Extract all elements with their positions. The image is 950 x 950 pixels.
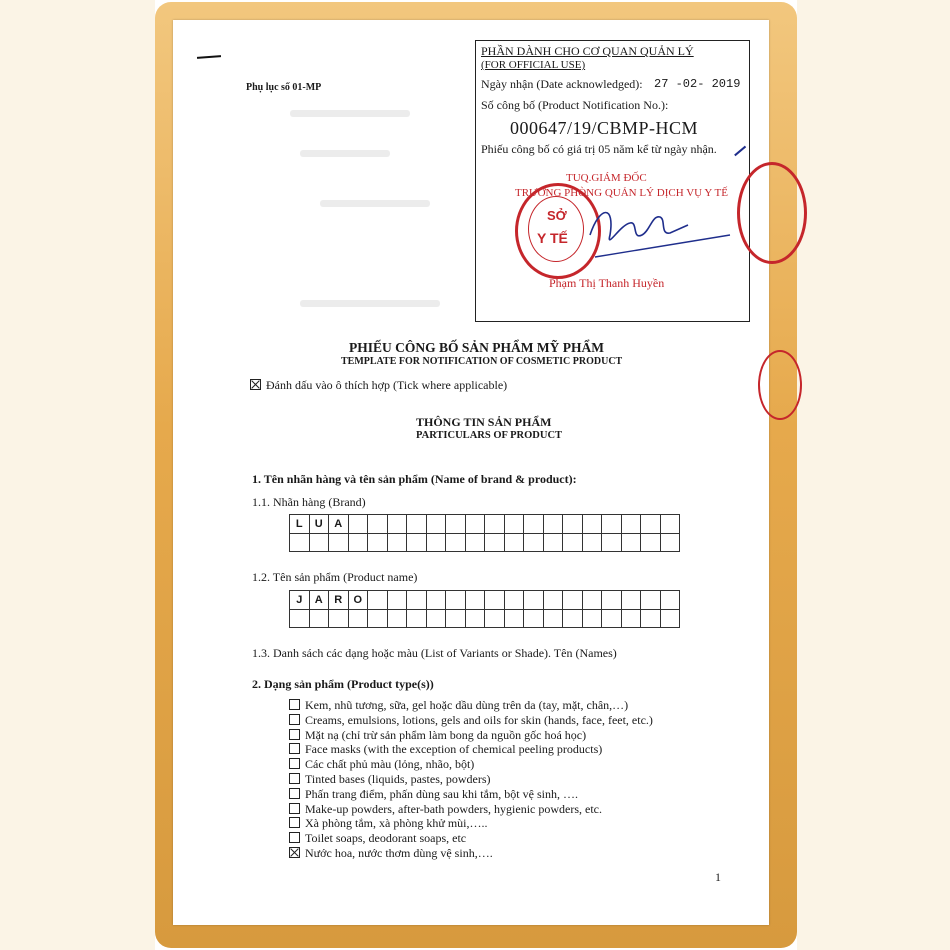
product-letter-cell [368,610,388,629]
brand-letter-cell [602,515,622,534]
product-letter-cell [427,591,447,610]
product-type-label: Tinted bases (liquids, pastes, powders) [305,772,491,786]
validity-note: Phiếu công bố có giá trị 05 năm kể từ ngày nhận. [481,142,717,156]
brand-letter-cell [583,534,603,553]
product-letter-cell [388,610,408,629]
product-type-label: Make-up powders, after-bath powders, hygienic powders, etc. [305,801,602,816]
product-type-label: Face masks (with the exception of chemical peeling products) [305,742,603,757]
product-letter-cell [524,591,544,610]
brand-letter-cell: U [310,515,330,534]
product-letter-cell [407,610,427,629]
product-letter-cell [563,610,583,629]
brand-letter-cell [290,534,310,553]
question-1-2: 1.2. Tên sản phẩm (Product name) [252,570,418,584]
brand-letter-cell [368,515,388,534]
appendix-label: Phụ lục số 01-MP [246,82,322,93]
brand-letter-cell [524,534,544,553]
signer-title-1: TUQ.GIÁM ĐỐC [566,172,647,184]
checkbox-icon [250,379,261,390]
section-title-vn: THÔNG TIN SẢN PHẨM [416,415,552,429]
product-letter-cell [661,591,681,610]
brand-letter-cell [622,515,642,534]
checkbox-icon[interactable] [289,817,300,828]
product-letter-cell [641,591,661,610]
brand-letter-cell [427,515,447,534]
brand-letter-cell [485,534,505,553]
product-letter-cell: R [329,591,349,610]
brand-letter-cell: L [290,515,310,534]
brand-letter-cell [641,515,661,534]
checkbox-icon[interactable] [289,714,300,725]
checkbox-icon[interactable] [289,729,300,740]
form-title-vn: PHIẾU CÔNG BỐ SẢN PHẨM MỸ PHẨM [349,340,604,355]
brand-letter-cell [349,515,369,534]
product-letter-cell [524,610,544,629]
tick-note [250,378,507,393]
signer-name: Phạm Thị Thanh Huyền [549,276,665,290]
tick-note-text: Đánh dấu vào ô thích hợp (Tick where applicable) [266,378,508,392]
brand-grid [289,514,680,552]
right-background [797,0,950,950]
product-type-label: Xà phòng tắm, xà phòng khử mùi,….. [305,816,488,831]
product-type-option [289,713,653,728]
official-title-en: (FOR OFFICIAL USE) [481,59,586,71]
product-type-option [289,816,487,831]
product-type-label: Phấn trang điểm, phấn dùng sau khi tắm, bột vệ sinh, …. [305,786,578,801]
product-letter-cell [407,591,427,610]
brand-letter-cell [388,515,408,534]
form-title-en: TEMPLATE FOR NOTIFICATION OF COSMETIC PRODUCT [341,356,623,367]
brand-letter-cell [544,515,564,534]
product-type-option [289,802,602,817]
product-letter-cell [544,610,564,629]
product-type-option [289,831,466,846]
product-letter-cell [622,591,642,610]
product-letter-cell [329,610,349,629]
product-type-option [289,846,493,861]
product-letter-cell: J [290,591,310,610]
brand-letter-cell: A [329,515,349,534]
bleed-mark [290,110,410,117]
stamp-text-1: SỞ [547,208,567,223]
product-name-grid [289,590,680,628]
question-1: 1. Tên nhãn hàng và tên sản phẩm (Name of brand & product): [252,472,577,486]
product-letter-cell [466,591,486,610]
bleed-mark [300,150,390,157]
brand-letter-cell [524,515,544,534]
product-letter-cell [466,610,486,629]
product-type-label: Creams, emulsions, lotions, gels and oils for skin (hands, face, feet, etc.) [305,712,653,727]
page-number: 1 [715,870,721,884]
number-label: Số công bố (Product Notification No.): [481,98,669,112]
product-type-option [289,772,491,787]
product-letter-cell [368,591,388,610]
product-letter-cell [485,591,505,610]
signature [560,195,735,265]
stamp-text-2: Y TẾ [537,230,568,246]
product-type-option [289,787,578,802]
product-type-label: Kem, nhũ tương, sữa, gel hoặc dầu dùng trên da (tay, mặt, chân,…) [305,698,629,712]
brand-letter-cell [427,534,447,553]
product-letter-cell [583,591,603,610]
brand-letter-cell [446,534,466,553]
product-type-option [289,728,586,743]
product-letter-cell [583,610,603,629]
brand-letter-cell [310,534,330,553]
brand-letter-cell [641,534,661,553]
brand-letter-cell [407,515,427,534]
question-1-1: 1.1. Nhãn hàng (Brand) [252,495,366,509]
checked-box-icon[interactable] [289,847,300,858]
brand-letter-cell [563,515,583,534]
question-2: 2. Dạng sản phẩm (Product type(s)) [252,677,434,691]
product-letter-cell [427,610,447,629]
product-letter-cell [661,610,681,629]
brand-letter-cell [446,515,466,534]
product-letter-cell: A [310,591,330,610]
date-label: Ngày nhận (Date acknowledged): [481,77,643,91]
brand-letter-cell [602,534,622,553]
checkbox-icon[interactable] [289,743,300,754]
brand-letter-cell [505,534,525,553]
product-letter-cell [290,610,310,629]
notification-number: 000647/19/CBMP-HCM [510,118,699,138]
section-title-en: PARTICULARS OF PRODUCT [416,430,563,441]
product-type-option [289,698,628,713]
product-letter-cell [622,610,642,629]
product-letter-cell [446,610,466,629]
product-letter-cell [602,591,622,610]
checkbox-icon[interactable] [289,788,300,799]
product-letter-cell [641,610,661,629]
product-letter-cell [505,610,525,629]
product-letter-cell [505,591,525,610]
bleed-mark [320,200,430,207]
brand-letter-cell [544,534,564,553]
brand-letter-cell [563,534,583,553]
checkbox-icon[interactable] [289,699,300,710]
product-type-option [289,742,602,757]
bleed-mark [300,300,440,307]
product-letter-cell: O [349,591,369,610]
brand-letter-cell [329,534,349,553]
brand-letter-cell [505,515,525,534]
product-type-label: Nước hoa, nước thơm dùng vệ sinh,…. [305,846,493,860]
left-background [0,0,155,950]
signer-title-2: TRƯỞNG PHÒNG QUẢN LÝ DỊCH VỤ Y TẾ [515,187,728,199]
product-letter-cell [485,610,505,629]
brand-letter-cell [466,534,486,553]
product-letter-cell [446,591,466,610]
brand-letter-cell [368,534,388,553]
brand-letter-cell [661,534,681,553]
brand-letter-cell [622,534,642,553]
product-letter-cell [349,610,369,629]
brand-letter-cell [466,515,486,534]
checkbox-icon[interactable] [289,773,300,784]
checkbox-icon[interactable] [289,832,300,843]
product-letter-cell [563,591,583,610]
question-1-3: 1.3. Danh sách các dạng hoặc màu (List of Variants or Shade). Tên (Names) [252,646,617,660]
brand-letter-cell [349,534,369,553]
product-letter-cell [310,610,330,629]
brand-letter-cell [583,515,603,534]
date-value: 27 -02- 2019 [654,77,741,91]
edge-spacer [769,20,797,925]
product-type-label: Toilet soaps, deodorant soaps, etc [305,831,467,846]
product-letter-cell [388,591,408,610]
official-title: PHẦN DÀNH CHO CƠ QUAN QUẢN LÝ [481,44,694,58]
product-type-label: Các chất phủ màu (lỏng, nhão, bột) [305,757,475,772]
brand-letter-cell [485,515,505,534]
product-letter-cell [602,610,622,629]
brand-letter-cell [388,534,408,553]
brand-letter-cell [661,515,681,534]
product-type-label: Mặt nạ (chỉ trừ sản phẩm làm bong da nguồn gốc hoá học) [305,727,587,742]
brand-letter-cell [407,534,427,553]
checkbox-icon[interactable] [289,803,300,814]
product-type-option [289,757,474,772]
product-letter-cell [544,591,564,610]
checkbox-icon[interactable] [289,758,300,769]
